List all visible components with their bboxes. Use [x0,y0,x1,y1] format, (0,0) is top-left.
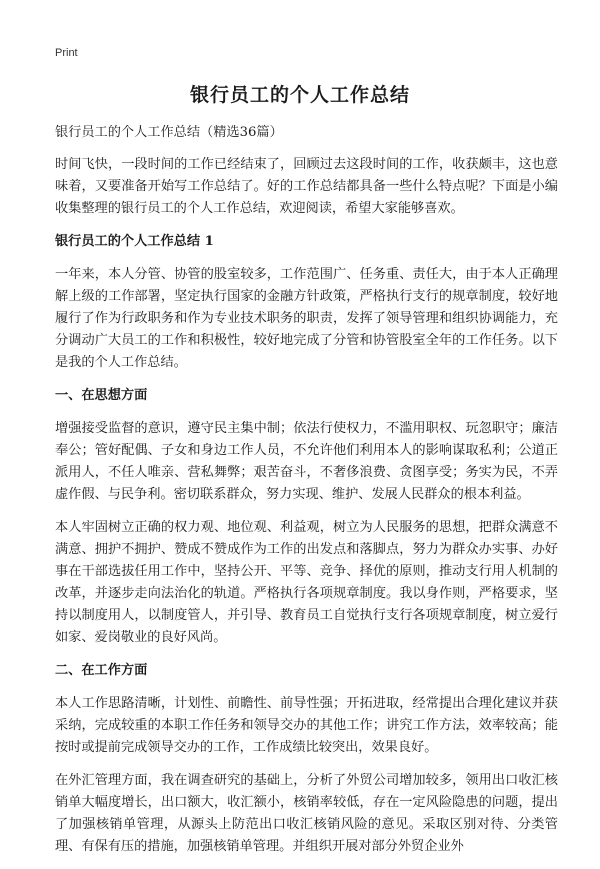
document-subtitle: 银行员工的个人工作总结（精选36篇） [55,125,283,140]
part-heading-thought: 一、在思想方面 [55,388,148,403]
intro-paragraph: 时间飞快，一段时间的工作已经结束了，回顾过去这段时间的工作，收获颇丰，这也意味着，又要准备开始写工作总结了。好的工作总结都具备一些什么特点呢？下面是小编收集整理的银行员工的个人工作总结，欢迎阅读，希望大家能够喜欢。 [55,157,558,216]
page-title: 银行员工的个人工作总结 [189,84,410,106]
work-paragraph-2: 在外汇管理方面，我在调查研究的基础上，分析了外贸公司增加较多，领用出口收汇核销单大幅度增长，出口额大，收汇额小，核销率较低，存在一定风险隐患的问题，提出了加强核销单管理，从源头上防范出口收汇核销风险的意见。采取区别对待、分类管理、有保有压的措施，加强核销单管理。并组织开展对部分外贸企业外 [55,773,558,854]
section-paragraph: 一年来，本人分管、协管的股室较多，工作范围广、任务重、责任大，由于本人正确理解上级的工作部署，坚定执行国家的金融方针政策，严格执行支行的规章制度，较好地履行了作为行政职务和作为专业技术职务的职责，发挥了领导管理和组织协调能力，充分调动广大员工的工作和积极性，较好地完成了分管和协管股室全年的工作任务。以下是我的个人工作总结。 [55,267,558,370]
print-label[interactable]: Print [55,47,78,59]
work-paragraph-1: 本人工作思路清晰，计划性、前瞻性、前导性强；开拓进取，经常提出合理化建议并获采纳，完成较重的本职工作任务和领导交办的其他工作；讲究工作方法，效率较高；能按时或提前完成领导交办的工作，工作成绩比较突出，效果良好。 [55,696,558,755]
thought-paragraph-2: 本人牢固树立正确的权力观、地位观、利益观，树立为人民服务的思想，把群众满意不满意、拥护不拥护、赞成不赞成作为工作的出发点和落脚点，努力为群众办实事、办好事在干部选拔任用工作中，坚持公开、平等、竞争、择优的原则，推动支行用人机制的改革，并逐步走向法治化的轨道。严格执行各项规章制度。我以身作则，严格要求，坚持以制度用人，以制度管人，并引导、教育员工自觉执行支行各项规章制度，树立爱行如家、爱岗敬业的良好风尚。 [55,520,558,645]
thought-paragraph-1: 增强接受监督的意识，遵守民主集中制；依法行使权力，不滥用职权、玩忽职守；廉洁奉公；管好配偶、子女和身边工作人员，不允许他们利用本人的影响谋取私利；公道正派用人，不任人唯亲、营私舞弊；艰苦奋斗，不奢侈浪费、贪图享受；务实为民，不弄虚作假、与民争利。密切联系群众，努力实现、维护、发展人民群众的根本利益。 [55,421,558,502]
document-body [55,122,558,869]
part-heading-work: 二、在工作方面 [55,663,148,678]
section-heading: 银行员工的个人工作总结 1 [55,234,214,249]
